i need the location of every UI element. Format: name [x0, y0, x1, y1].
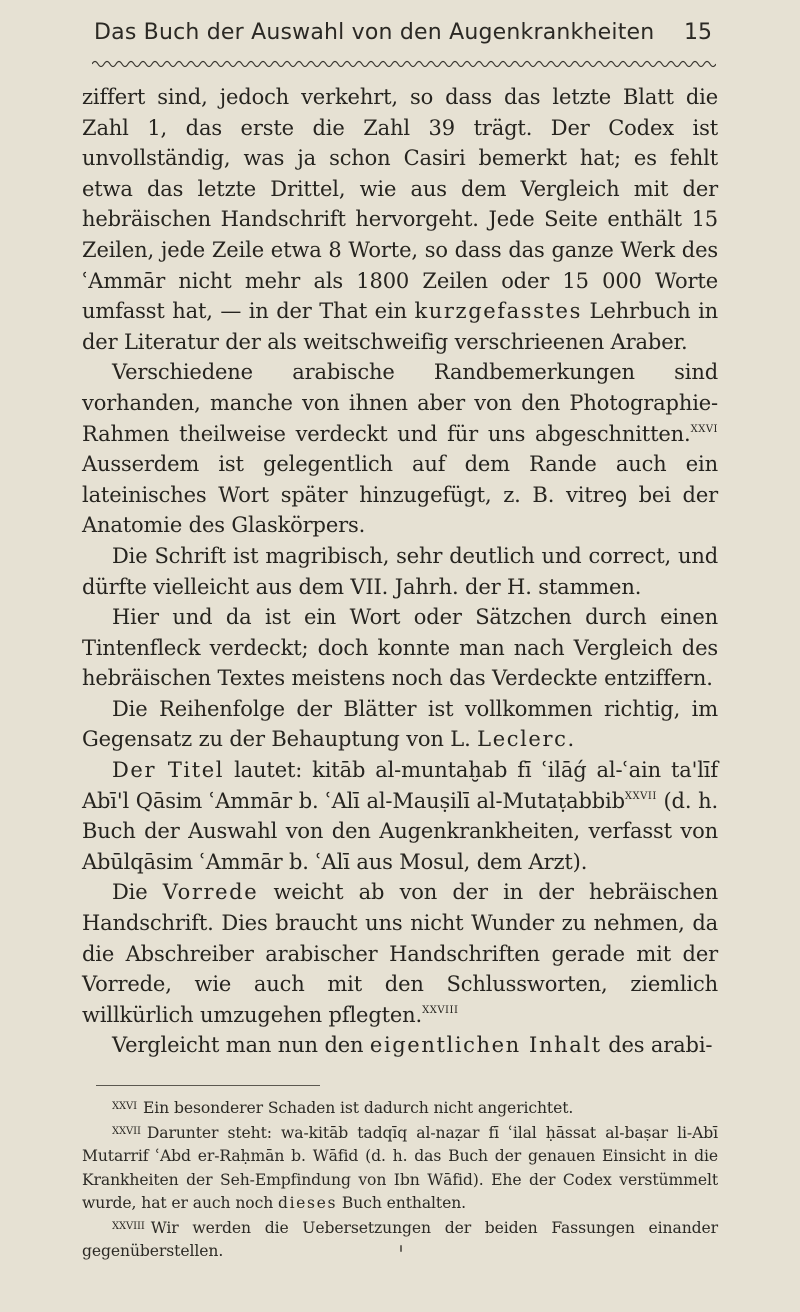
- text-run: Vergleicht man nun den: [112, 1033, 364, 1058]
- paragraph-script: [82, 541, 718, 602]
- text-run: Verschiedene arabische Randbemerkungen sind vorhanden, manche von ihnen aber von den Photographie-Rahmen theilweise verdeckt und für uns abgeschnitten.: [82, 360, 718, 446]
- text-run: Ausserdem ist gelegentlich auf dem Rande auch ein lateinisches Wort später hinzugefügt, z. B. vitreꝯ bei der Anatomie des Glaskörpers.: [82, 452, 718, 538]
- paragraph-preface: [82, 877, 718, 1030]
- text-run: Lehrbuch in der Literatur der als weitschweifig verschrieenen Araber.: [82, 299, 719, 354]
- footnote-xxvi: [82, 1095, 718, 1120]
- paragraph-title: [82, 755, 718, 877]
- footnote-text: Ein besonderer Schaden ist dadurch nicht angerichtet.: [143, 1099, 574, 1117]
- emphasis-text: eigentlichen Inhalt: [369, 1033, 602, 1058]
- footnote-mark: XXVI: [112, 1101, 138, 1112]
- paragraph-ink-stains: [82, 602, 718, 694]
- footnote-xxviii: [82, 1215, 718, 1263]
- paragraph-marginal-notes: [82, 357, 718, 541]
- text-run: Die Reihenfolge der Blätter ist vollkommen richtig, im Gegensatz zu der Behauptung von L.: [82, 696, 718, 752]
- footnote-divider: [96, 1085, 320, 1086]
- footnote-xxvii: [82, 1120, 718, 1215]
- text-run: lautet: kitāb al-muntaḫab fī ʿilāǵ al-ʿain ta'līf Abī'l Qāsim ʿAmmār b. ʿAlī al-Mauṣilī al-Mutaṭabbib: [82, 758, 718, 813]
- emphasis-text: kurzgefasstes: [414, 299, 582, 324]
- emphasis-text: Der Titel: [112, 758, 225, 783]
- text-run: (d. h. Buch der Auswahl von den Augenkrankheiten, verfasst von Abūlqāsim ʿAmmār b. ʿAlī aus Mosul, dem Arzt).: [82, 788, 719, 874]
- footnotes: [82, 1095, 718, 1263]
- page-number: 15: [684, 20, 712, 45]
- footnote-mark: XXVIII: [112, 1221, 145, 1233]
- main-text: [82, 82, 718, 1061]
- text-run: Die: [112, 880, 148, 905]
- paragraph-codex-description: [82, 82, 718, 357]
- print-speck: [400, 1245, 402, 1252]
- text-run: des arabi-: [601, 1033, 713, 1058]
- footnote-ref-xxviii[interactable]: XXVIII: [422, 1004, 459, 1016]
- text-run: .: [567, 727, 574, 752]
- text-run: ziffert sind, jedoch verkehrt, so dass das letzte Blatt die Zahl 1, das erste die Zahl 39 trägt. Der Codex ist unvollständig, was ja schon Casiri bemerkt hat; es fehlt etwa das letzte Drittel, wie aus dem Vergleich mit der hebräischen Handschrift hervorgeht. Jede Seite enthält 15 Zeilen, jede Zeile etwa 8 Worte, so dass das ganze Werk des ʿAmmār nicht mehr als 1800 Zeilen oder 15 000 Worte umfasst hat, — in der That ein: [82, 85, 718, 324]
- emphasis-text: dieses: [278, 1193, 338, 1212]
- footnote-text: Wir werden die Uebersetzungen der beiden Fassungen einander gegenüberstellen.: [82, 1219, 718, 1261]
- text-run: Hier und da ist ein Wort oder Sätzchen durch einen Tintenfleck verdeckt; doch konnte man nach Vergleich des hebräischen Textes meistens noch das Verdeckte entziffern.: [82, 605, 718, 691]
- footnote-text: Buch enthalten.: [337, 1193, 466, 1212]
- paragraph-leaf-order: [82, 694, 718, 755]
- wavy-ornament-rule: [92, 58, 716, 70]
- running-header: [94, 20, 714, 56]
- emphasis-text: Vorrede: [162, 880, 259, 905]
- paragraph-content: [82, 1030, 718, 1061]
- footnote-mark: XXVII: [112, 1126, 141, 1138]
- footnote-ref-xxvi[interactable]: XXVI: [690, 423, 718, 435]
- running-title: Das Buch der Auswahl von den Augenkrankheiten: [94, 20, 655, 45]
- emphasis-text: Leclerc: [477, 727, 568, 752]
- text-run: Die Schrift ist magribisch, sehr deutlich und correct, und dürfte vielleicht aus dem VII. Jahrh. der H. stammen.: [82, 543, 718, 599]
- footnote-ref-xxvii[interactable]: XXVII: [624, 790, 657, 802]
- footnote-text: Darunter steht: wa-kitāb tadqīq al-naẓar fī ʿilal ḥāssat al-baṣar li-Abī Mutarrif ʿAbd er-Raḥmān b. Wāfid (d. h. das Buch der genauen Einsicht in die Krankheiten der Seh-Empfindung von Ibn Wāfid). Ehe der Codex verstümmelt wurde, hat er auch noch: [82, 1124, 718, 1212]
- text-run: weicht ab von der in der hebräischen Handschrift. Dies braucht uns nicht Wunder zu nehmen, da die Abschreiber arabischer Handschriften gerade mit der Vorrede, wie auch mit den Schlussworten, ziemlich willkürlich umzugehen pflegten.: [82, 880, 719, 1027]
